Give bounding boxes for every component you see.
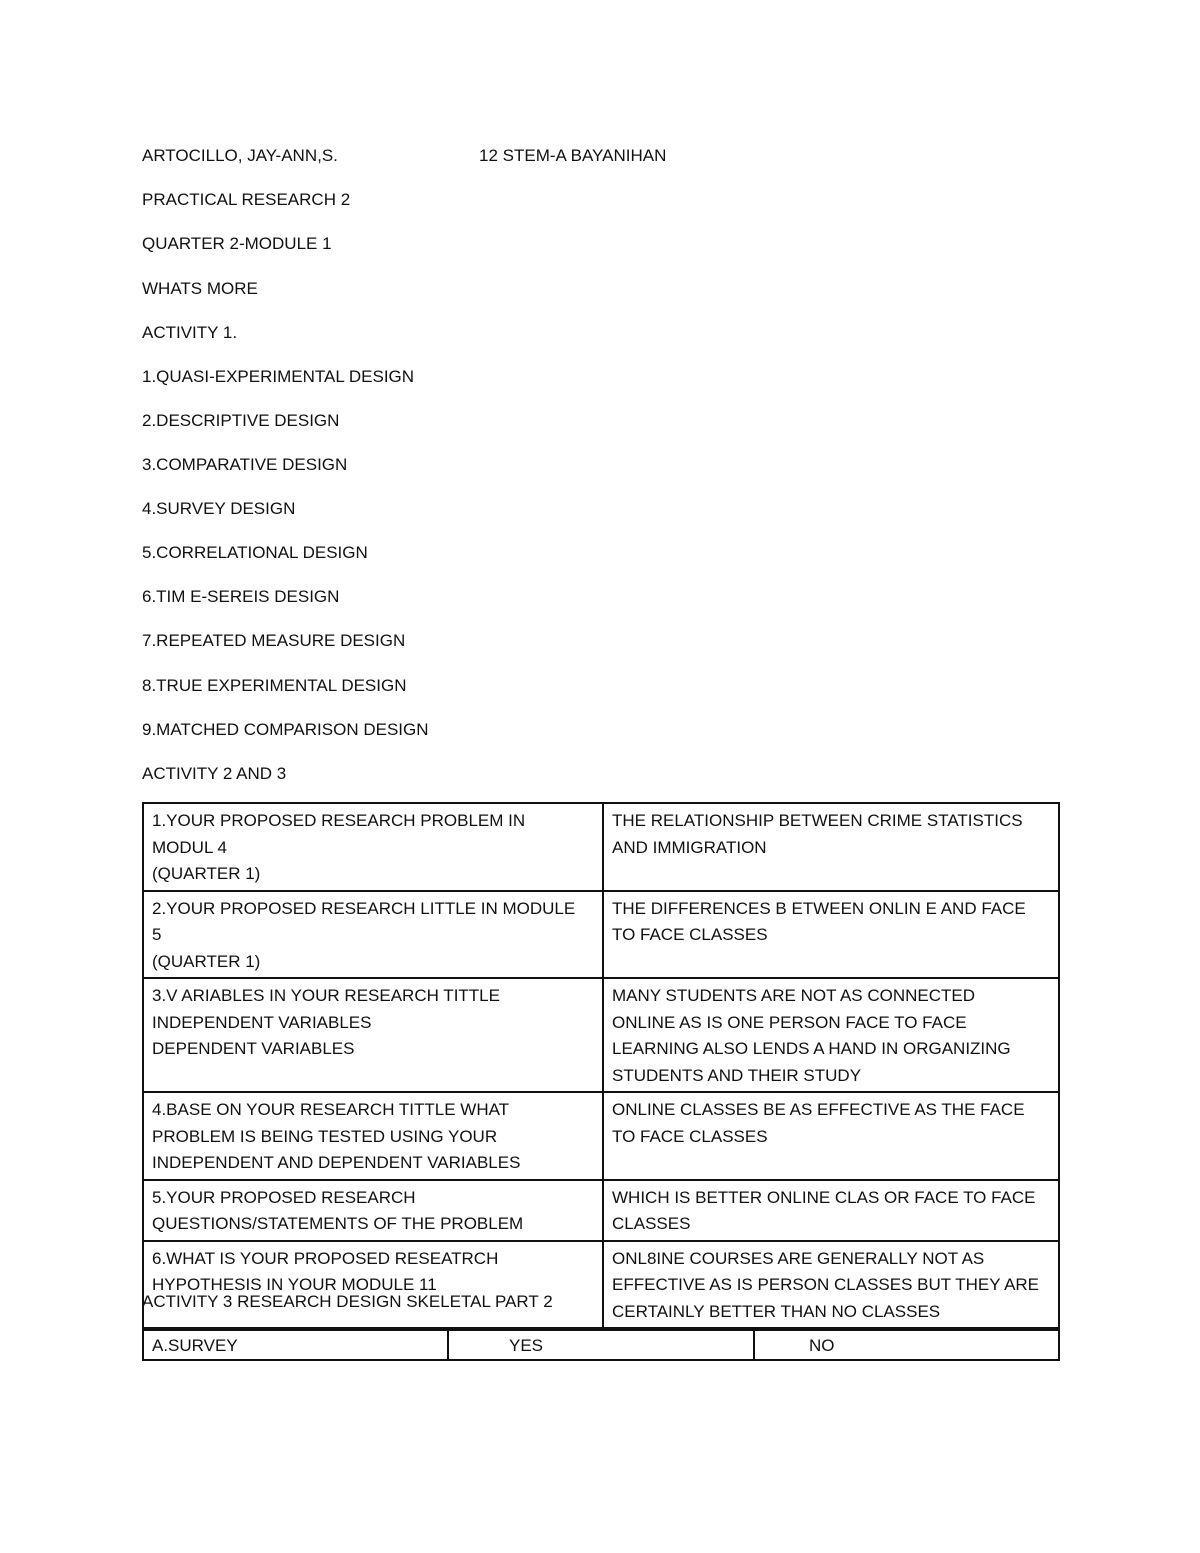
answer-cell (603, 803, 1059, 891)
answer-text: ONLINE AS IS ONE PERSON FACE TO FACE (612, 1012, 967, 1032)
question-cell (143, 1180, 603, 1241)
subject-title: PRACTICAL RESEARCH 2 (142, 190, 351, 209)
answer-text: THE DIFFERENCES B ETWEEN ONLIN E AND FACE (612, 898, 1026, 918)
table-row (143, 1330, 1059, 1360)
survey-table (142, 1329, 1060, 1361)
answer-text: WHICH IS BETTER ONLINE CLAS OR FACE TO FACE (612, 1187, 1036, 1207)
answer-text: ONLINE CLASSES BE AS EFFECTIVE AS THE FACE (612, 1100, 1025, 1119)
question-text: MODUL 4 (152, 837, 227, 857)
activity1-item: 4.SURVEY DESIGN (142, 499, 296, 518)
student-section: 12 STEM-A BAYANIHAN (479, 146, 667, 165)
answer-text: TO FACE CLASSES (612, 1126, 768, 1146)
table-row (143, 1092, 1059, 1180)
table-row (143, 891, 1059, 979)
answer-text: EFFECTIVE AS IS PERSON CLASSES BUT THEY ARE (612, 1275, 1040, 1294)
survey-yes-cell[interactable]: YES (448, 1330, 754, 1360)
answer-cell (603, 1241, 1059, 1329)
answer-cell (603, 1092, 1059, 1180)
question-text: PROBLEM IS BEING TESTED USING YOUR (152, 1126, 498, 1146)
activity1-item: 3.COMPARATIVE DESIGN (142, 455, 348, 474)
answer-text: TO FACE CLASSES (612, 925, 768, 944)
activity1-item: 8.TRUE EXPERIMENTAL DESIGN (142, 676, 407, 695)
question-text: 4.BASE ON YOUR RESEARCH TITTLE WHAT (152, 1100, 510, 1119)
activity1-item: 2.DESCRIPTIVE DESIGN (142, 411, 340, 430)
answer-cell (603, 978, 1059, 1092)
activity1-item: 9.MATCHED COMPARISON DESIGN (142, 720, 429, 739)
answer-text: CLASSES (612, 1214, 691, 1233)
activity1-item: 1.QUASI-EXPERIMENTAL DESIGN (142, 367, 415, 386)
activity3-title: ACTIVITY 3 RESEARCH DESIGN SKELETAL PART 2 (142, 1292, 553, 1311)
question-cell (143, 803, 603, 891)
question-text: 6.WHAT IS YOUR PROPOSED RESEATRCH (152, 1248, 499, 1268)
activity23-title: ACTIVITY 2 AND 3 (142, 764, 287, 783)
quarter-module: QUARTER 2-MODULE 1 (142, 234, 332, 253)
question-text: 5.YOUR PROPOSED RESEARCH (152, 1187, 416, 1207)
answer-text: AND IMMIGRATION (612, 837, 767, 857)
survey-no-cell[interactable]: NO (754, 1330, 1059, 1360)
activity-table (142, 802, 1060, 1329)
answer-text: STUDENTS AND THEIR STUDY (612, 1065, 862, 1085)
answer-text: ONL8INE COURSES ARE GENERALLY NOT AS (612, 1248, 985, 1268)
answer-text: CERTAINLY BETTER THAN NO CLASSES (612, 1301, 941, 1321)
question-cell (143, 978, 603, 1092)
question-text: 1.YOUR PROPOSED RESEARCH PROBLEM IN (152, 811, 526, 830)
question-text: (QUARTER 1) (152, 864, 261, 883)
question-cell (143, 891, 603, 979)
table-row (143, 803, 1059, 891)
question-text: DEPENDENT VARIABLES (152, 1039, 355, 1058)
question-text: 5 (152, 925, 162, 944)
table-row (143, 978, 1059, 1092)
student-name: ARTOCILLO, JAY-ANN,S. (142, 146, 338, 165)
answer-text: MANY STUDENTS ARE NOT AS CONNECTED (612, 986, 976, 1005)
question-text: QUESTIONS/STATEMENTS OF THE PROBLEM (152, 1214, 524, 1233)
question-text: INDEPENDENT VARIABLES (152, 1012, 372, 1032)
question-cell (143, 1092, 603, 1180)
question-text: (QUARTER 1) (152, 951, 261, 971)
question-text: 2.YOUR PROPOSED RESEARCH LITTLE IN MODULE (152, 898, 576, 918)
activity1-item: 5.CORRELATIONAL DESIGN (142, 543, 368, 562)
table-row (143, 1180, 1059, 1241)
whats-more-heading: WHATS MORE (142, 279, 258, 298)
question-text: INDEPENDENT AND DEPENDENT VARIABLES (152, 1153, 521, 1172)
question-text: 3.V ARIABLES IN YOUR RESEARCH TITTLE (152, 986, 500, 1005)
survey-label-cell: A.SURVEY (143, 1330, 448, 1360)
question-text: HYPOTHESIS IN YOUR MODULE 11 (152, 1275, 437, 1294)
answer-text: THE RELATIONSHIP BETWEEN CRIME STATISTICS (612, 811, 1023, 830)
table-row (143, 1241, 1059, 1329)
question-cell (143, 1241, 603, 1329)
activity1-item: 7.REPEATED MEASURE DESIGN (142, 631, 406, 650)
answer-cell (603, 1180, 1059, 1241)
answer-cell (603, 891, 1059, 979)
activity1-item: 6.TIM E-SEREIS DESIGN (142, 587, 340, 606)
activity1-title: ACTIVITY 1. (142, 323, 238, 342)
answer-text: LEARNING ALSO LENDS A HAND IN ORGANIZING (612, 1039, 1011, 1058)
